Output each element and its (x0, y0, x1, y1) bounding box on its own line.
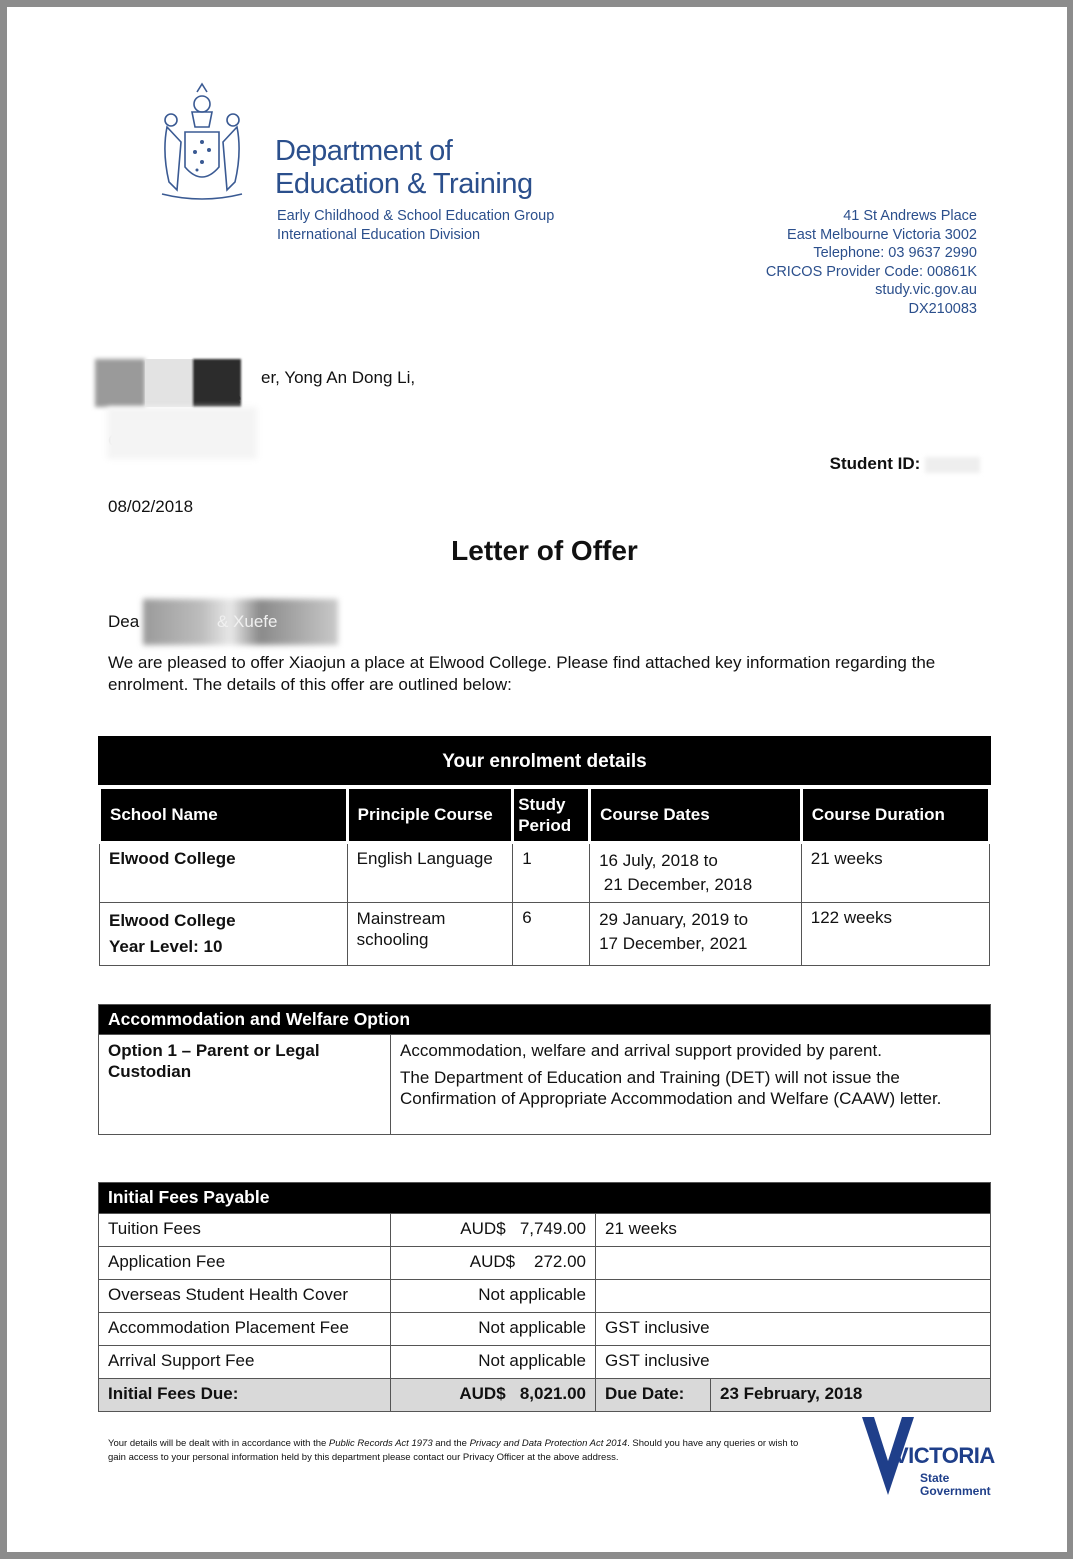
table-row (100, 903, 990, 966)
fee-item: Application Fee (99, 1247, 391, 1280)
period-cell: 1 (513, 843, 590, 903)
duration-cell: 21 weeks (801, 843, 989, 903)
table-row (99, 1346, 991, 1379)
victoria-government-text: Government (920, 1484, 991, 1498)
fee-amount: Not applicable (391, 1346, 596, 1379)
fees-total-row (99, 1379, 991, 1412)
salutation: Dea (108, 612, 140, 631)
salutation-tail: & Xuefe (217, 612, 278, 631)
fee-amount: AUD$ 7,749.00 (391, 1214, 596, 1247)
fee-amount: AUD$ 272.00 (391, 1247, 596, 1280)
redaction-block (107, 407, 257, 459)
fee-note: GST inclusive (596, 1346, 991, 1379)
fees-table (98, 1182, 991, 1412)
fees-title: Initial Fees Payable (99, 1183, 991, 1214)
letter-page (7, 7, 1067, 1552)
enrolment-table (98, 736, 991, 966)
table-row (99, 1214, 991, 1247)
due-date-label: Due Date: (596, 1379, 711, 1412)
letter-date: 08/02/2018 (108, 497, 194, 516)
redaction-block (925, 457, 980, 473)
fee-note (596, 1280, 991, 1313)
course-cell: English Language (347, 843, 513, 903)
col-course-duration: Course Duration (801, 787, 989, 843)
recipient-address: er, Yong An Dong Li, (261, 368, 416, 387)
department-name: Department of Education & Training (275, 135, 533, 200)
col-school-name: School Name (100, 787, 348, 843)
col-course-dates: Course Dates (590, 787, 802, 843)
fee-note: 21 weeks (596, 1214, 991, 1247)
fee-amount: Not applicable (391, 1280, 596, 1313)
course-cell: Mainstream schooling (347, 903, 513, 966)
victoria-state-text: State (920, 1471, 950, 1485)
fee-note (596, 1247, 991, 1280)
fee-note: GST inclusive (596, 1313, 991, 1346)
department-address: 41 St Andrews Place East Melbourne Victoria 3002 Telephone: 03 9637 2990 CRICOS Provider Code: 00861K study.vic.gov.au DX210083 (765, 208, 977, 317)
accommodation-table (98, 1004, 991, 1135)
privacy-footer: Your details will be dealt with in accordance with the Public Records Act 1973 and the Privacy and Data Protection Act 2014. Should you have any queries or wish to gain access to your personal information held by this department please contact our Privacy Officer at the above address. (108, 1438, 799, 1463)
fee-amount: Not applicable (391, 1313, 596, 1346)
enrolment-title: Your enrolment details (100, 738, 990, 788)
fee-item: Overseas Student Health Cover (99, 1280, 391, 1313)
school-name-cell: Elwood College (100, 843, 348, 903)
victoria-logo (862, 1415, 1002, 1505)
fee-item: Tuition Fees (99, 1214, 391, 1247)
total-amount: AUD$ 8,021.00 (391, 1379, 596, 1412)
col-study-period: Study Period (513, 787, 590, 843)
col-principle-course: Principle Course (347, 787, 513, 843)
dates-cell: 29 January, 2019 to 17 December, 2021 (590, 903, 802, 966)
redaction-block (145, 359, 193, 407)
redaction-block (95, 359, 145, 407)
fee-item: Arrival Support Fee (99, 1346, 391, 1379)
accommodation-description: Accommodation, welfare and arrival support provided by parent. The Department of Education and Training (DET) will not issue the Confirmation of Appropriate Accommodation and Welfare (CAAW) letter. (391, 1035, 991, 1135)
table-row (99, 1247, 991, 1280)
fee-item: Accommodation Placement Fee (99, 1313, 391, 1346)
redaction-block (193, 359, 241, 407)
accommodation-title: Accommodation and Welfare Option (99, 1005, 991, 1035)
duration-cell: 122 weeks (801, 903, 989, 966)
table-row (99, 1280, 991, 1313)
total-label: Initial Fees Due: (99, 1379, 391, 1412)
page-title: Letter of Offer (451, 535, 638, 566)
coat-of-arms-logo (147, 82, 257, 207)
student-id-label: Student ID: (830, 454, 980, 474)
victoria-wordmark: VICTORIA (894, 1443, 995, 1468)
table-row (100, 843, 990, 903)
due-date-value: 23 February, 2018 (711, 1379, 991, 1412)
accommodation-option: Option 1 – Parent or Legal Custodian (99, 1035, 391, 1135)
school-name-cell: Elwood College Year Level: 10 (100, 903, 348, 966)
dates-cell: 16 July, 2018 to 21 December, 2018 (590, 843, 802, 903)
table-row (99, 1313, 991, 1346)
department-subtitle: Early Childhood & School Education Group International Education Division (277, 208, 555, 243)
intro-paragraph: We are pleased to offer Xiaojun a place at Elwood College. Please find attached key information regarding the enrolment. The details of this offer are outlined below: (108, 653, 936, 694)
period-cell: 6 (513, 903, 590, 966)
